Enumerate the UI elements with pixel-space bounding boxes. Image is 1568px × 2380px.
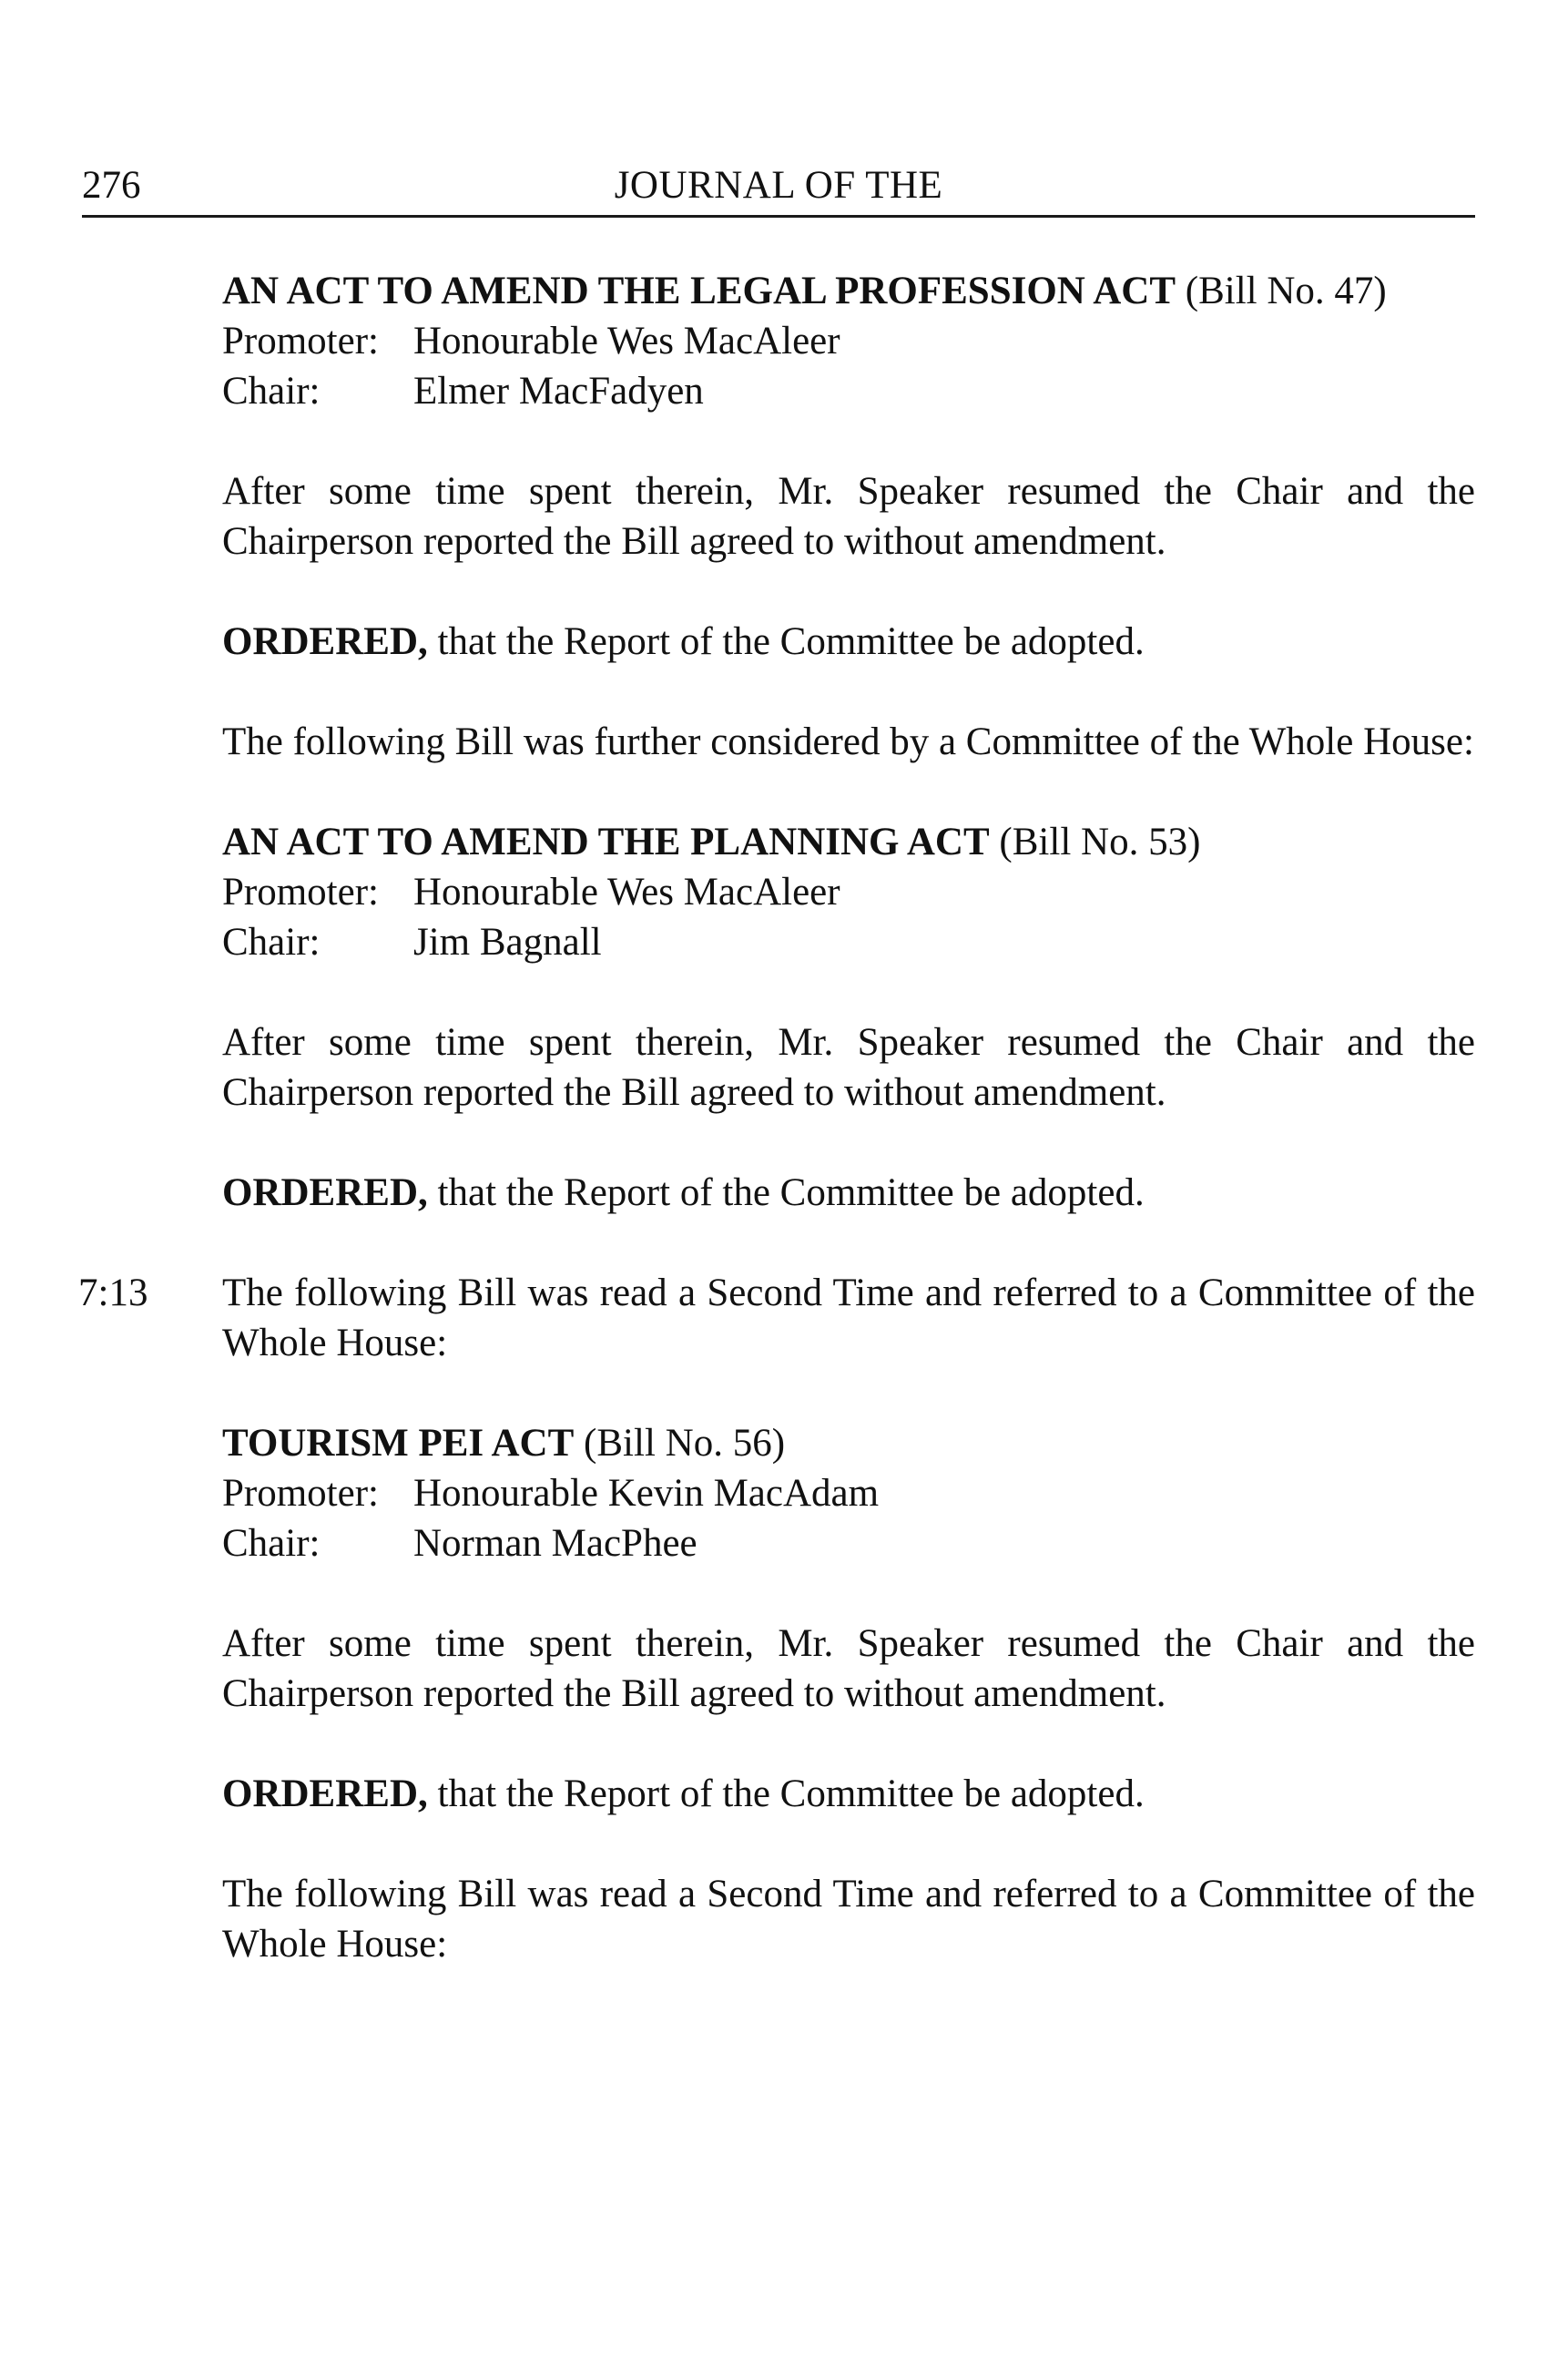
bill-entry-planning <box>222 817 1475 967</box>
second-reading-paragraph <box>222 1869 1475 1969</box>
chair-row <box>222 366 1475 416</box>
chair-name: Jim Bagnall <box>413 921 602 964</box>
ordered-label: ORDERED, <box>222 620 428 663</box>
bill-number: (Bill No. 53) <box>999 821 1201 863</box>
promoter-name: Honourable Kevin MacAdam <box>413 1472 880 1515</box>
report-text: After some time spent therein, Mr. Speaker resumed the Chair and the Chairperson reported the Bill agreed to without amendment. <box>222 1021 1475 1114</box>
ordered-paragraph <box>222 1769 1475 1819</box>
promoter-label: Promoter: <box>222 871 379 914</box>
promoter-row <box>222 867 1475 917</box>
further-considered-paragraph <box>222 717 1475 767</box>
bill-number: (Bill No. 56) <box>584 1422 786 1465</box>
committee-report-paragraph <box>222 466 1475 567</box>
promoter-row <box>222 316 1475 366</box>
chair-name: Elmer MacFadyen <box>413 370 704 413</box>
chair-name: Norman MacPhee <box>413 1522 697 1565</box>
promoter-label: Promoter: <box>222 320 379 363</box>
committee-report-paragraph <box>222 1619 1475 1719</box>
chair-row <box>222 917 1475 967</box>
further-considered-text: The following Bill was further considered by a Committee of the Whole House: <box>222 720 1474 763</box>
bill-title: AN ACT TO AMEND THE LEGAL PROFESSION ACT <box>222 270 1176 312</box>
bill-title: TOURISM PEI ACT <box>222 1422 575 1465</box>
promoter-name: Honourable Wes MacAleer <box>413 320 840 363</box>
ordered-paragraph <box>222 1168 1475 1218</box>
promoter-label: Promoter: <box>222 1472 379 1515</box>
promoter-row <box>222 1468 1475 1518</box>
journal-body <box>78 266 1475 2019</box>
ordered-paragraph <box>222 617 1475 667</box>
chair-row <box>222 1518 1475 1568</box>
ordered-text: that the Report of the Committee be adopted. <box>427 620 1145 663</box>
second-reading-paragraph <box>78 1268 1475 1368</box>
ordered-label: ORDERED, <box>222 1772 428 1815</box>
second-reading-text: The following Bill was read a Second Time and referred to a Committee of the Whole House: <box>222 1873 1475 1966</box>
ordered-text: that the Report of the Committee be adopted. <box>427 1171 1145 1214</box>
ordered-label: ORDERED, <box>222 1171 428 1214</box>
running-title: JOURNAL OF THE <box>614 164 943 207</box>
bill-entry-legal-profession <box>222 266 1475 416</box>
chair-label: Chair: <box>222 1522 321 1565</box>
ordered-text: that the Report of the Committee be adopted. <box>427 1772 1145 1815</box>
bill-number: (Bill No. 47) <box>1185 270 1387 312</box>
report-text: After some time spent therein, Mr. Speaker resumed the Chair and the Chairperson reported the Bill agreed to without amendment. <box>222 470 1475 563</box>
bill-title: AN ACT TO AMEND THE PLANNING ACT <box>222 821 990 863</box>
promoter-name: Honourable Wes MacAleer <box>413 871 840 914</box>
page-header <box>82 162 1475 218</box>
committee-report-paragraph <box>222 1017 1475 1118</box>
report-text: After some time spent therein, Mr. Speaker resumed the Chair and the Chairperson reported the Bill agreed to without amendment. <box>222 1622 1475 1715</box>
second-reading-text: The following Bill was read a Second Time and referred to a Committee of the Whole House: <box>222 1272 1475 1364</box>
page-number: 276 <box>82 164 141 207</box>
chair-label: Chair: <box>222 370 321 413</box>
margin-note-time: 7:13 <box>78 1272 148 1314</box>
bill-entry-tourism <box>222 1418 1475 1568</box>
chair-label: Chair: <box>222 921 321 964</box>
